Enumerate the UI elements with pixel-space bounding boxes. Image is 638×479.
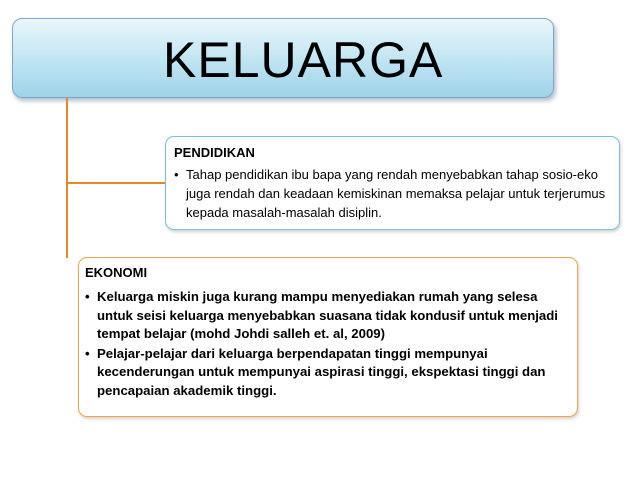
ekonomi-item: • Pelajar-pelajar dari keluarga berpendapatan tinggi mempunyai kecenderungan untuk mempunyai aspirasi tinggi, ekspektasi tinggi dan pencapaian akademik tinggi. — [85, 345, 571, 401]
pendidikan-item: • Tahap pendidikan ibu bapa yang rendah menyebabkan tahap sosio-eko juga rendah dan keadaan kemiskinan memaksa pelajar untuk terjerumus kepada masalah-masalah disiplin. — [174, 165, 606, 222]
connector-to-pendidikan — [66, 182, 166, 184]
ekonomi-item: • Keluarga miskin juga kurang mampu menyediakan rumah yang selesa untuk seisi keluarga menyebabkan suasana tidak kondusif untuk menjadi tempat belajar (mohd Johdi salleh et. al, 2009) — [85, 288, 571, 344]
ekonomi-heading: EKONOMI — [85, 265, 148, 280]
connector-vertical — [66, 98, 68, 258]
pendidikan-box — [165, 136, 620, 230]
title-box — [12, 18, 554, 98]
diagram-title: KELUARGA — [163, 32, 444, 88]
pendidikan-list — [174, 165, 606, 222]
ekonomi-box — [78, 257, 578, 417]
pendidikan-heading: PENDIDIKAN — [174, 145, 255, 160]
ekonomi-list — [85, 288, 571, 400]
